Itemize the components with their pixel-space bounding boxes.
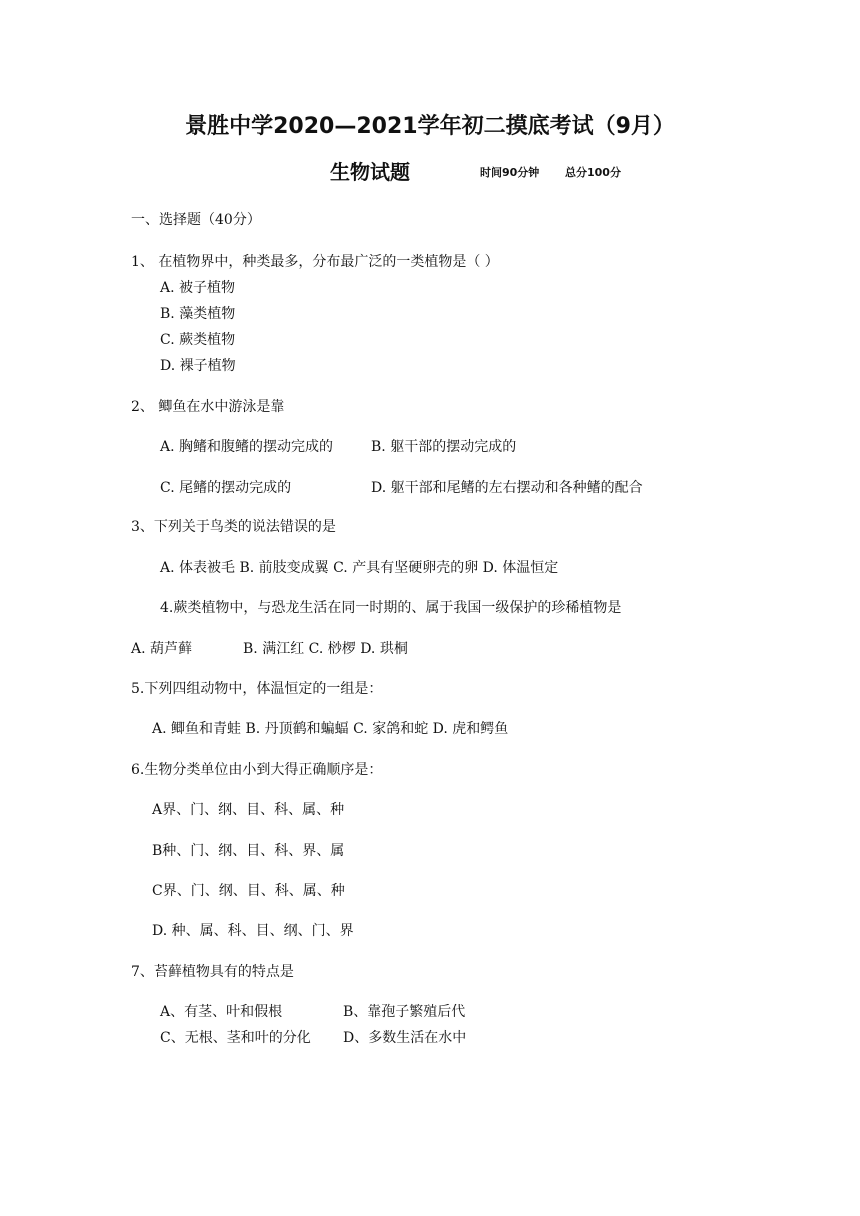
question-7-option-b: B、靠孢子繁殖后代 <box>343 1004 466 1020</box>
question-2-option-a: A. 胸鳍和腹鳍的摆动完成的 <box>160 439 334 455</box>
question-2-stem: 2、 鲫鱼在水中游泳是靠 <box>131 399 285 415</box>
exam-total-score: 总分100分 <box>565 166 621 179</box>
question-6-option-b: B种、门、纲、目、科、界、属 <box>152 843 345 859</box>
question-3-stem: 3、下列关于鸟类的说法错误的是 <box>131 519 336 535</box>
question-1-option-c: C. 蕨类植物 <box>160 332 236 348</box>
question-6-option-d: D. 种、属、科、目、纲、门、界 <box>152 923 354 939</box>
question-1-stem: 1、 在植物界中，种类最多，分布最广泛的一类植物是（ ） <box>131 254 499 270</box>
question-6-option-c: C界、门、纲、目、科、属、种 <box>152 883 345 899</box>
question-5-options: A. 鲫鱼和青蛙 B. 丹顶鹤和蝙蝠 C. 家鸽和蛇 D. 虎和鳄鱼 <box>152 721 509 737</box>
question-1-option-a: A. 被子植物 <box>160 280 236 296</box>
question-5-stem: 5.下列四组动物中，体温恒定的一组是： <box>131 681 383 697</box>
question-1-option-d: D. 裸子植物 <box>160 358 236 374</box>
question-2-option-b: B. 躯干部的摆动完成的 <box>371 439 517 455</box>
question-4-options-bcd: B. 满江红 C. 桫椤 D. 珙桐 <box>243 641 408 657</box>
exam-title: 景胜中学2020—2021学年初二摸底考试（9月） <box>185 114 675 139</box>
section-heading: 一、选择题（40分） <box>131 212 261 228</box>
question-2-option-d: D. 躯干部和尾鳍的左右摆动和各种鳍的配合 <box>371 480 643 496</box>
question-7-stem: 7、苔藓植物具有的特点是 <box>131 964 294 980</box>
question-3-options: A. 体表被毛 B. 前肢变成翼 C. 产具有坚硬卵壳的卵 D. 体温恒定 <box>160 560 559 576</box>
question-7-option-d: D、多数生活在水中 <box>343 1030 467 1046</box>
question-4-option-a: A. 葫芦藓 <box>131 641 193 657</box>
question-7-option-c: C、无根、茎和叶的分化 <box>160 1030 311 1046</box>
question-6-stem: 6.生物分类单位由小到大得正确顺序是： <box>131 762 383 778</box>
question-6-option-a: A界、门、纲、目、科、属、种 <box>152 802 345 818</box>
question-7-option-a: A、有茎、叶和假根 <box>160 1004 283 1020</box>
exam-subtitle: 生物试题 <box>330 160 410 184</box>
exam-time: 时间90分钟 <box>480 166 540 179</box>
question-2-option-c: C. 尾鳍的摆动完成的 <box>160 480 292 496</box>
question-1-option-b: B. 藻类植物 <box>160 306 236 322</box>
question-4-stem: 4.蕨类植物中，与恐龙生活在同一时期的、属于我国一级保护的珍稀植物是 <box>160 600 622 616</box>
